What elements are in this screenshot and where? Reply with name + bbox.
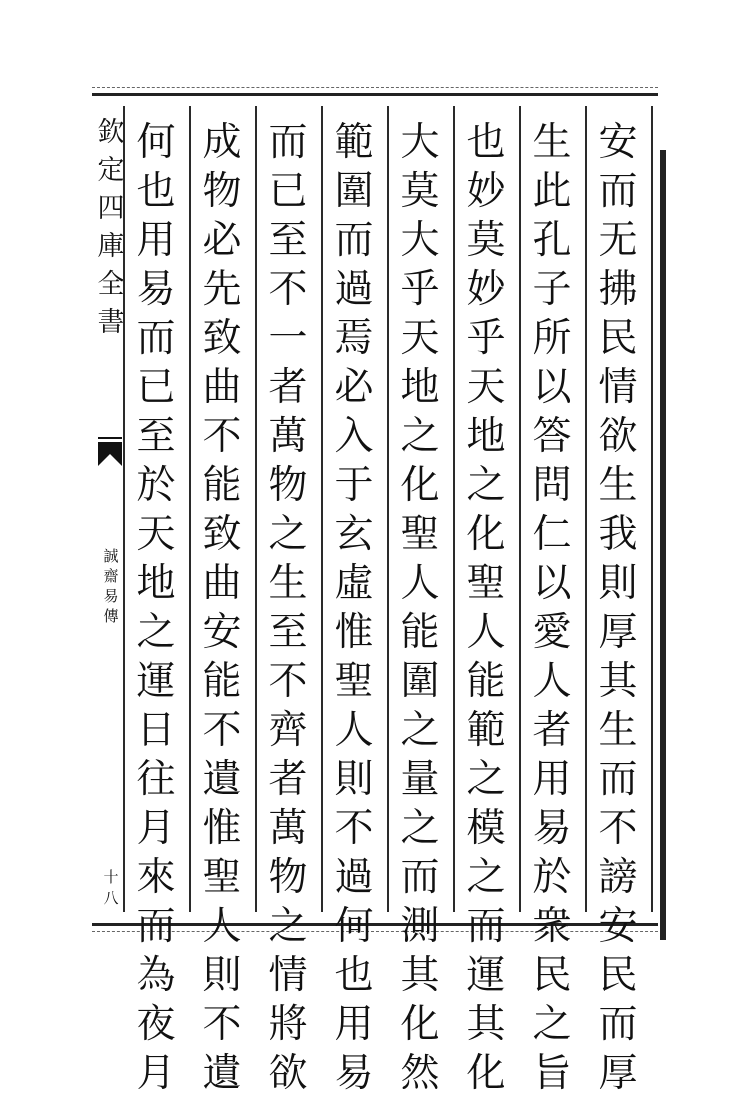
text-char: 運 (136, 659, 176, 704)
text-char: 齊 (268, 708, 308, 753)
text-char: 安 (202, 610, 242, 655)
text-char: 妙 (466, 169, 506, 214)
text-char: 聖 (400, 512, 440, 557)
text-char: 謗 (598, 855, 638, 900)
text-char: 天 (466, 365, 506, 410)
text-char: 何 (136, 120, 176, 165)
text-char: 而 (598, 1002, 638, 1047)
text-char: 莫 (400, 169, 440, 214)
text-char: 必 (202, 218, 242, 263)
text-char: 必 (334, 365, 374, 410)
text-char: 之 (400, 414, 440, 459)
text-char: 之 (268, 512, 308, 557)
text-char: 其 (598, 659, 638, 704)
text-char: 而 (598, 757, 638, 802)
text-char: 化 (466, 512, 506, 557)
text-char: 於 (532, 855, 572, 900)
text-char: 不 (202, 414, 242, 459)
text-char: 之 (466, 757, 506, 802)
text-char: 不 (202, 1002, 242, 1047)
text-char: 也 (136, 169, 176, 214)
text-char: 萬 (268, 414, 308, 459)
text-column (590, 118, 646, 1096)
title-char: 四 (97, 193, 125, 224)
text-char: 人 (466, 610, 506, 655)
text-char: 來 (136, 855, 176, 900)
text-char: 惟 (202, 806, 242, 851)
fish-tail-mark-icon (96, 436, 124, 470)
text-char: 安 (598, 120, 638, 165)
text-column (194, 118, 250, 1096)
text-char: 之 (532, 1002, 572, 1047)
text-column (260, 118, 316, 1096)
text-char: 以 (532, 561, 572, 606)
text-char: 測 (400, 904, 440, 949)
text-char: 月 (136, 806, 176, 851)
text-char: 惟 (334, 610, 374, 655)
text-char: 而 (268, 120, 308, 165)
text-char: 萬 (268, 806, 308, 851)
text-char: 用 (136, 218, 176, 263)
title-char: 庫 (97, 231, 125, 262)
text-char: 用 (334, 1002, 374, 1047)
text-char: 已 (268, 169, 308, 214)
text-char: 範 (466, 708, 506, 753)
text-char: 何 (334, 904, 374, 949)
text-char: 情 (598, 365, 638, 410)
text-char: 者 (268, 757, 308, 802)
text-char: 為 (136, 953, 176, 998)
text-char: 人 (400, 561, 440, 606)
text-char: 民 (598, 953, 638, 998)
text-char: 而 (136, 316, 176, 361)
text-char: 所 (532, 316, 572, 361)
text-char: 民 (598, 316, 638, 361)
text-char: 遺 (202, 1051, 242, 1096)
text-char: 生 (532, 120, 572, 165)
text-char: 生 (598, 708, 638, 753)
text-char: 圍 (334, 169, 374, 214)
text-char: 而 (598, 169, 638, 214)
text-column (128, 118, 184, 1096)
page-number: 十八 (103, 868, 119, 907)
text-char: 民 (532, 953, 572, 998)
column-rule (321, 106, 323, 912)
text-char: 用 (532, 757, 572, 802)
title-char: 書 (97, 307, 125, 338)
text-char: 天 (136, 512, 176, 557)
text-char: 先 (202, 267, 242, 312)
text-char: 致 (202, 316, 242, 361)
text-char: 化 (400, 1002, 440, 1047)
text-char: 仁 (532, 512, 572, 557)
text-char: 物 (268, 463, 308, 508)
text-char: 孔 (532, 218, 572, 263)
column-rule (189, 106, 191, 912)
text-char: 生 (598, 463, 638, 508)
text-char: 過 (334, 267, 374, 312)
text-char: 厚 (598, 610, 638, 655)
text-column (524, 118, 580, 1096)
text-char: 之 (136, 610, 176, 655)
text-char: 安 (598, 904, 638, 949)
text-char: 過 (334, 855, 374, 900)
text-char: 大 (400, 120, 440, 165)
text-char: 不 (268, 659, 308, 704)
text-char: 入 (334, 414, 374, 459)
text-char: 聖 (466, 561, 506, 606)
text-char: 而 (136, 904, 176, 949)
text-char: 大 (400, 218, 440, 263)
text-char: 旨 (532, 1051, 572, 1096)
text-char: 地 (400, 365, 440, 410)
text-char: 月 (136, 1051, 176, 1096)
column-rule (453, 106, 455, 912)
text-char: 其 (466, 1002, 506, 1047)
text-char: 能 (202, 659, 242, 704)
text-char: 之 (268, 904, 308, 949)
text-char: 運 (466, 953, 506, 998)
text-char: 人 (334, 708, 374, 753)
text-char: 易 (136, 267, 176, 312)
text-char: 焉 (334, 316, 374, 361)
text-char: 則 (202, 953, 242, 998)
text-char: 易 (334, 1051, 374, 1096)
text-char: 能 (466, 659, 506, 704)
text-char: 玄 (334, 512, 374, 557)
text-char: 生 (268, 561, 308, 606)
text-char: 易 (532, 806, 572, 851)
text-char: 化 (400, 463, 440, 508)
text-column (458, 118, 514, 1096)
text-char: 物 (268, 855, 308, 900)
text-char: 者 (532, 708, 572, 753)
text-char: 于 (334, 463, 374, 508)
text-char: 圍 (400, 659, 440, 704)
text-char: 量 (400, 757, 440, 802)
column-rule (123, 106, 125, 912)
book-title-char: 誠 (103, 547, 119, 565)
text-char: 至 (136, 414, 176, 459)
text-char: 莫 (466, 218, 506, 263)
text-char: 不 (202, 708, 242, 753)
text-char: 而 (334, 218, 374, 263)
text-char: 能 (400, 610, 440, 655)
title-char: 定 (97, 155, 125, 186)
text-char: 也 (466, 120, 506, 165)
text-char: 曲 (202, 561, 242, 606)
text-char: 已 (136, 365, 176, 410)
text-char: 遺 (202, 757, 242, 802)
text-char: 愛 (532, 610, 572, 655)
text-char: 物 (202, 169, 242, 214)
text-char: 化 (466, 1051, 506, 1096)
text-char: 人 (532, 659, 572, 704)
text-char: 其 (400, 953, 440, 998)
text-char: 答 (532, 414, 572, 459)
text-char: 衆 (532, 904, 572, 949)
text-char: 而 (466, 904, 506, 949)
text-char: 至 (268, 610, 308, 655)
text-char: 厚 (598, 1051, 638, 1096)
text-char: 曲 (202, 365, 242, 410)
column-rule (651, 106, 653, 912)
text-char: 問 (532, 463, 572, 508)
text-char: 此 (532, 169, 572, 214)
text-char: 之 (466, 855, 506, 900)
column-rule (387, 106, 389, 912)
text-char: 於 (136, 463, 176, 508)
text-char: 妙 (466, 267, 506, 312)
text-char: 之 (466, 463, 506, 508)
text-column (392, 118, 448, 1096)
text-char: 然 (400, 1051, 440, 1096)
text-char: 我 (598, 512, 638, 557)
text-char: 不 (598, 806, 638, 851)
text-char: 地 (136, 561, 176, 606)
text-char: 範 (334, 120, 374, 165)
text-char: 子 (532, 267, 572, 312)
text-char: 聖 (334, 659, 374, 704)
column-rule (519, 106, 521, 912)
text-char: 也 (334, 953, 374, 998)
title-char: 全 (97, 269, 125, 300)
text-char: 而 (400, 855, 440, 900)
text-char: 虛 (334, 561, 374, 606)
text-char: 不 (268, 267, 308, 312)
text-char: 人 (202, 904, 242, 949)
column-rule (255, 106, 257, 912)
page-edge (660, 150, 666, 940)
title-char: 欽 (97, 117, 125, 148)
text-char: 欲 (268, 1051, 308, 1096)
text-char: 致 (202, 512, 242, 557)
text-char: 日 (136, 708, 176, 753)
text-char: 則 (598, 561, 638, 606)
text-char: 則 (334, 757, 374, 802)
text-char: 乎 (466, 316, 506, 361)
text-char: 成 (202, 120, 242, 165)
text-char: 夜 (136, 1002, 176, 1047)
text-char: 之 (400, 708, 440, 753)
book-title-char: 易 (103, 587, 119, 605)
text-char: 者 (268, 365, 308, 410)
text-char: 天 (400, 316, 440, 361)
text-char: 聖 (202, 855, 242, 900)
text-char: 欲 (598, 414, 638, 459)
text-column (326, 118, 382, 1096)
text-char: 之 (400, 806, 440, 851)
text-char: 至 (268, 218, 308, 263)
text-char: 无 (598, 218, 638, 263)
text-char: 往 (136, 757, 176, 802)
text-char: 將 (268, 1002, 308, 1047)
book-title-char: 齋 (103, 567, 119, 585)
text-char: 情 (268, 953, 308, 998)
text-char: 能 (202, 463, 242, 508)
text-char: 不 (334, 806, 374, 851)
text-char: 地 (466, 414, 506, 459)
text-char: 拂 (598, 267, 638, 312)
text-char: 模 (466, 806, 506, 851)
book-title-char: 傳 (103, 607, 119, 625)
column-rule (585, 106, 587, 912)
text-char: 乎 (400, 267, 440, 312)
text-char: 一 (268, 316, 308, 361)
text-char: 以 (532, 365, 572, 410)
